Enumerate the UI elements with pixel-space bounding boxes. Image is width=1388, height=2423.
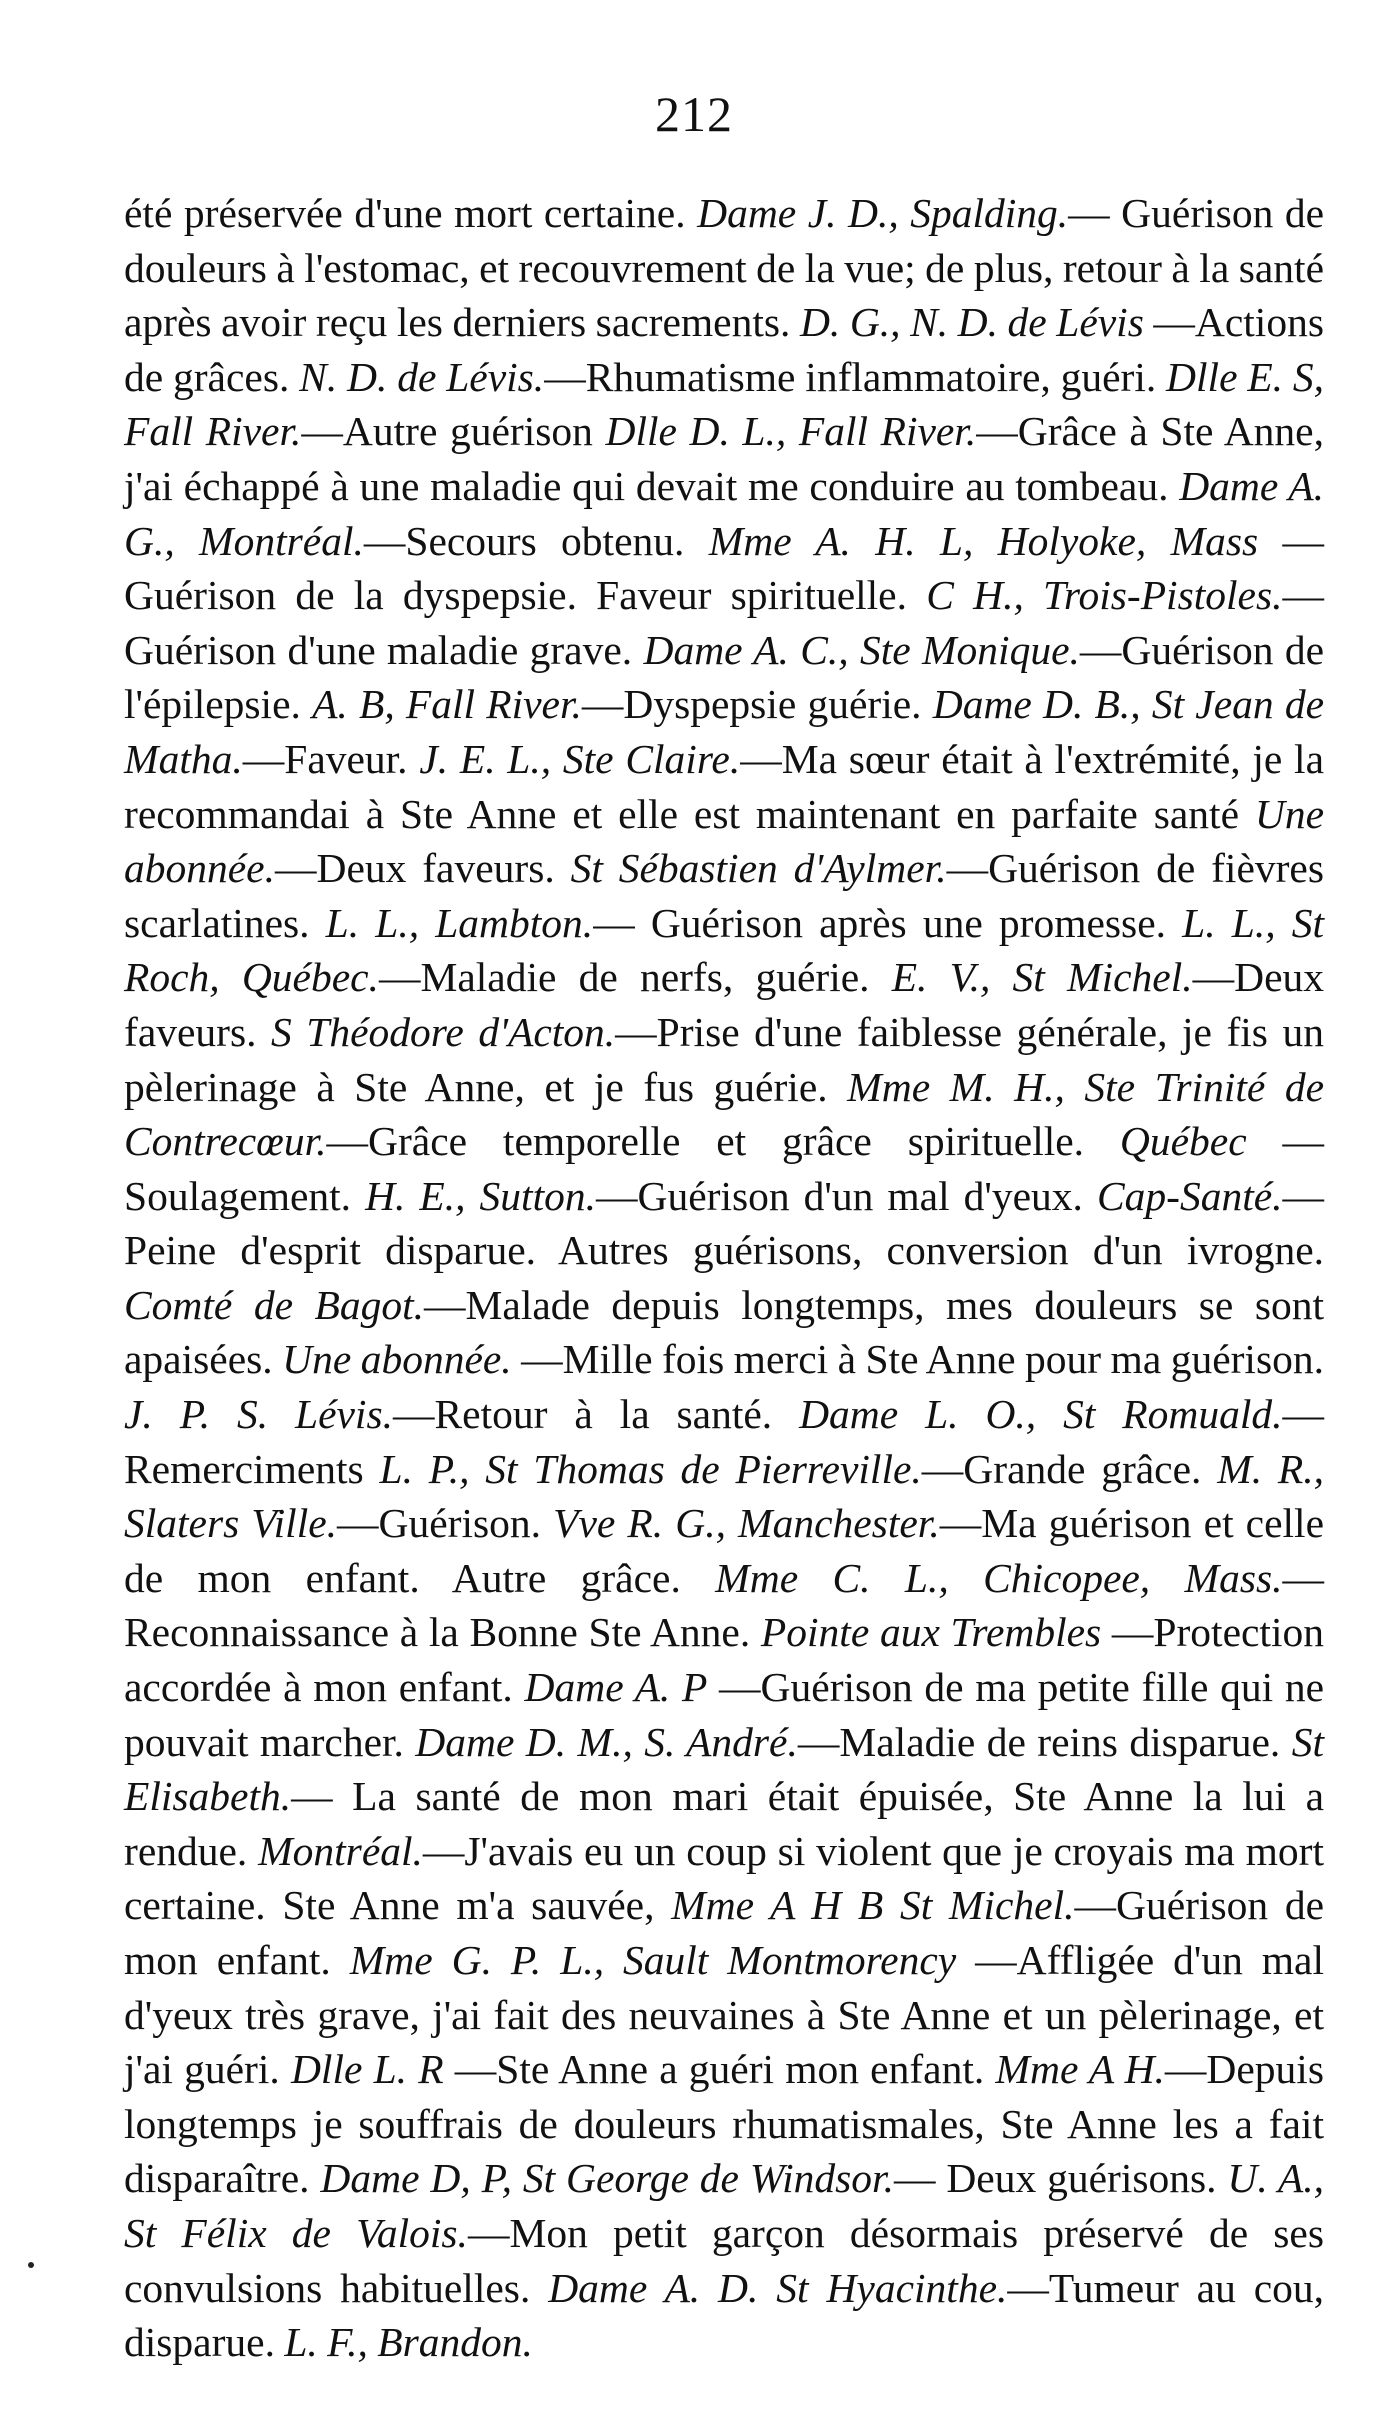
attribution-text: L. F., Brandon. [284,2319,533,2366]
attribution-text: M. R., Slaters Ville. [124,1445,1325,1547]
attribution-text: Dlle L. R [290,2046,444,2093]
body-text-segment: —Mon petit garçon désormais préservé de ses convulsions habituelles. [124,2209,1324,2311]
body-text-segment: —Maladie de nerfs, guérie. [378,954,892,1001]
body-text-segment: — Deux guérisons. [893,2155,1228,2202]
attribution-text: Dame A. P [524,1664,708,1711]
body-text-segment: —Guérison de l'épilepsie. [124,626,1325,728]
attribution-text: Montréal. [258,1827,423,1874]
attribution-text: Dame D, P, St George de Windsor. [320,2155,894,2202]
body-text-segment: —Guérison d'un mal d'yeux. [596,1172,1097,1219]
page-number: 212 [655,86,733,142]
body-text-segment: —Guérison de la dyspepsie. Faveur spirituelle. [124,517,1325,619]
attribution-text: E. V., St Michel. [891,954,1193,1001]
attribution-text: Vve R. G., Manchester. [553,1500,940,1547]
body-text-segment: —Deux faveurs. [124,954,1324,1055]
body-text-segment: —Prise d'une faiblesse générale, je fis un pèlerinage à Ste Anne, et je fus guérie. [124,1008,1324,1110]
attribution-text: Dame D. M., S. André. [415,1718,798,1765]
attribution-text: Une abonnée. [282,1336,512,1383]
body-text-segment: —Soulagement. [124,1118,1324,1219]
attribution-text: Dame D. B., St Jean de Matha. [124,681,1324,782]
attribution-text: Québec [1119,1118,1247,1165]
body-text-segment: —Affligée d'un mal d'yeux très grave, j'ai fait des neuvaines à Ste Anne et un pèlerinage, et j'ai guéri. [124,1937,1324,2093]
body-text-segment: —Grande grâce. [921,1445,1218,1492]
body-text-segment: —Ma sœur était à l'extrémité, je la recommandai à Ste Anne et elle est maintenant en parfaite santé [124,735,1324,837]
stray-ink-mark [28,2262,34,2268]
attribution-text: L. L., St Roch, Québec. [124,899,1324,1001]
attribution-text: Cap-Santé. [1096,1172,1283,1219]
attribution-text: Dame J. D., Spalding. [697,190,1069,236]
body-text-segment: —Depuis longtemps je souffrais de douleurs rhumatismales, Ste Anne les a fait disparaître. [124,2046,1324,2202]
attribution-text: D. G., N. D. de Lévis [799,299,1144,346]
attribution-text: A. B, Fall River. [312,681,582,728]
body-text-segment: —Maladie de reins disparue. [797,1718,1292,1765]
body-text-segment: — Guérison de douleurs à l'estomac, et recouvrement de la vue; de plus, retour à la santé après avoir reçu les derniers sacrements. [124,190,1324,346]
attribution-text: Pointe aux Trembles [760,1609,1102,1656]
body-text-segment: —Reconnaissance à la Bonne Ste Anne. [124,1554,1325,1656]
body-text-segment: —Guérison de mon enfant. [124,1882,1324,1983]
attribution-text: J. P. S. Lévis. [124,1391,393,1438]
attribution-text: Mme M. H., Ste Trinité de Contrecœur. [124,1063,1324,1165]
attribution-text: Dlle D. L., Fall River. [605,408,977,455]
body-text-segment: —Peine d'esprit disparue. Autres guérisons, conversion d'un ivrogne. [124,1172,1325,1274]
attribution-text: S Théodore d'Acton. [271,1008,616,1055]
body-text-segment: —Ma guérison et celle de mon enfant. Autre grâce. [124,1500,1325,1601]
body-text-segment: —Autre guérison [301,408,606,455]
body-text-segment: —Retour à la santé. [392,1391,800,1438]
attribution-text: St Elisabeth. [124,1718,1324,1820]
body-text-segment: —Protection accordée à mon enfant. [124,1609,1324,1711]
attribution-text: J. E. L., Ste Claire. [419,735,741,782]
body-text-segment: —Dyspepsie guérie. [581,681,933,728]
body-text-segment: —Guérison d'une maladie grave. [124,572,1324,673]
attribution-text: Une abonnée. [124,790,1324,892]
attribution-text: St Sébastien d'Aylmer. [570,845,947,892]
attribution-text: Dame A. G., Montréal. [124,462,1324,564]
attribution-text: N. D. de Lévis. [299,353,545,400]
body-text-segment: —Mille fois merci à Ste Anne pour ma guérison. [511,1336,1324,1383]
body-text-segment: — Guérison après une promesse. [593,899,1183,946]
attribution-text: Mme A H B St Michel. [671,1882,1075,1929]
attribution-text: Dame A. C., Ste Monique. [643,626,1080,673]
body-text-segment: —Faveur. [242,735,420,782]
body-text-segment: —Grâce à Ste Anne, j'ai échappé à une maladie qui devait me conduire au tombeau. [124,408,1324,509]
attribution-text: Comté de Bagot. [124,1281,424,1328]
body-text-segment: —Ste Anne a guéri mon enfant. [443,2046,996,2093]
body-text-segment: — La santé de mon mari était épuisée, Ste Anne la lui a rendue. [124,1773,1324,1874]
body-text-segment: été préservée d'une mort certaine. [124,190,698,236]
attribution-text: Dame L. O., St Romuald. [799,1391,1283,1438]
attribution-text: Mme C. L., Chicopee, Mass. [715,1554,1283,1601]
attribution-text: U. A., St Félix de Valois. [124,2155,1324,2256]
attribution-text: Dame A. D. St Hyacinthe. [548,2264,1008,2311]
body-text-segment: —Deux faveurs. [274,845,571,892]
body-text-segment: —Tumeur au cou, disparue. [124,2264,1324,2366]
body-text-segment: —Malade depuis longtemps, mes douleurs se sont apaisées. [124,1281,1324,1383]
attribution-text: Dlle E. S, Fall River. [124,353,1324,455]
body-text-segment: —Rhumatisme inflammatoire, guéri. [544,353,1167,400]
attribution-text: Mme A H. [995,2046,1165,2093]
attribution-text: Mme G. P. L., Sault Montmorency [349,1937,957,1983]
body-text [124,186,1324,2370]
attribution-text: L. P., St Thomas de Pierreville. [379,1445,922,1492]
attribution-text: Mme A. H. L, Holyoke, Mass [708,517,1259,564]
body-text-segment: —Actions de grâces. [124,299,1324,400]
body-text-segment: —Grâce temporelle et grâce spirituelle. [326,1118,1120,1165]
attribution-text: L. L., Lambton. [325,899,594,946]
body-text-segment: —Guérison de ma petite fille qui ne pouvait marcher. [124,1664,1324,1765]
body-text-segment: —Guérison de fièvres scarlatines. [124,845,1325,946]
attribution-text: H. E., Sutton. [365,1172,596,1219]
attribution-text: C H., Trois-Pistoles. [926,572,1283,619]
body-text-segment: —Guérison. [337,1500,554,1547]
body-text-segment: —J'avais eu un coup si violent que je croyais ma mort certaine. Ste Anne m'a sauvée, [124,1827,1324,1929]
body-text-segment: —Secours obtenu. [363,517,709,564]
body-text-segment: —Remerciments [124,1391,1324,1492]
